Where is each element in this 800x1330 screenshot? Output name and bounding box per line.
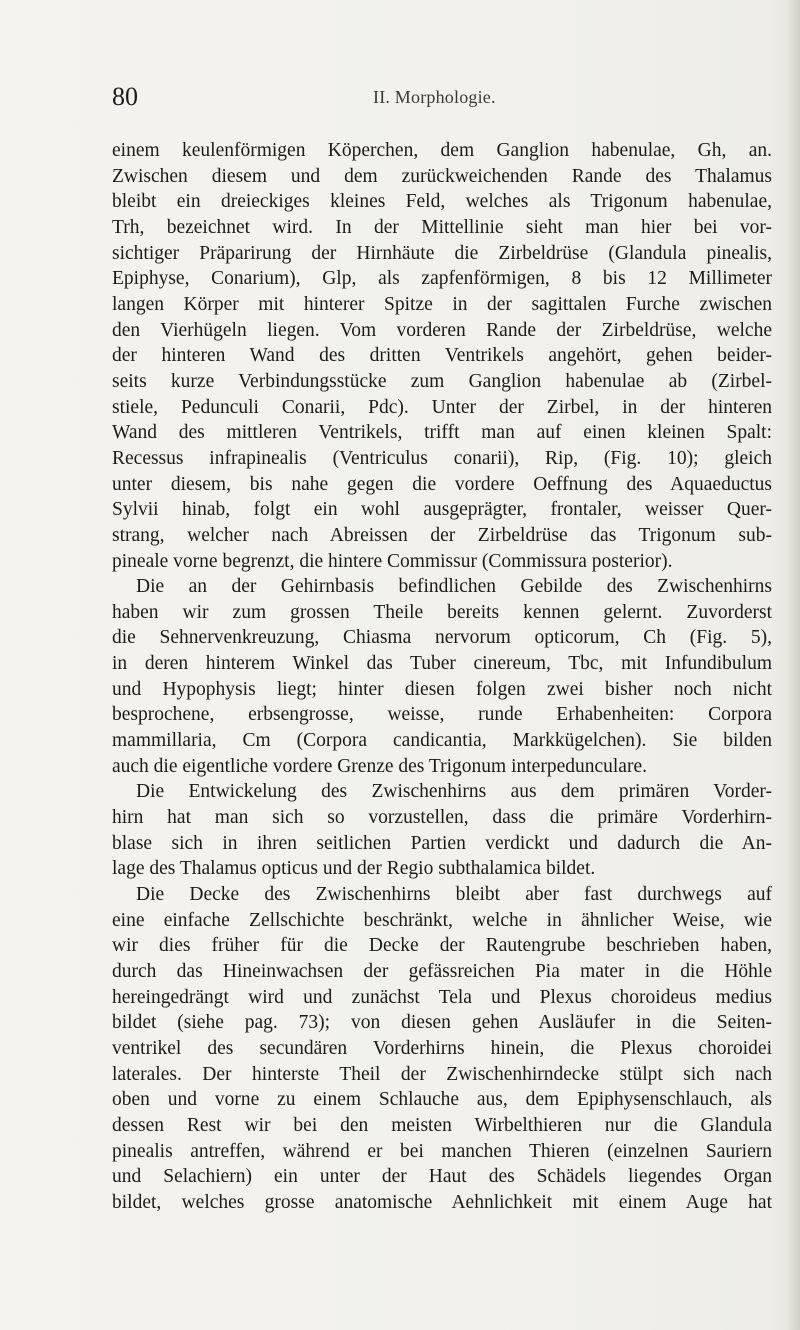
text-line: Trh, bezeichnet wird. In der Mittellinie sieht man hier bei vor- [112, 216, 772, 238]
text-line: bleibt ein dreieckiges kleines Feld, welches als Trigonum habenulae, [112, 191, 772, 213]
text-line: ventrikel des secundären Vorderhirns hinein, die Plexus choroidei [112, 1037, 772, 1059]
text-line: eine einfache Zellschichte beschränkt, welche in ähnlicher Weise, wie [112, 909, 772, 931]
text-line: Sylvii hinab, folgt ein wohl ausgeprägter, frontaler, weisser Quer- [112, 499, 772, 521]
text-line: lage des Thalamus opticus und der Regio subthalamica bildet. [112, 858, 596, 880]
body-text [112, 138, 772, 1216]
text-line: Die Decke des Zwischenhirns bleibt aber fast durchwegs auf [136, 884, 772, 906]
text-line: auch die eigentliche vordere Grenze des Trigonum interpedunculare. [112, 755, 647, 777]
running-title: II. Morphologie. [373, 87, 496, 107]
text-line: besprochene, erbsengrosse, weisse, runde Erhabenheiten: Corpora [112, 704, 772, 726]
text-line: pinealis antreffen, während er bei manchen Thieren (einzelnen Sauriern [112, 1140, 772, 1162]
text-line: mammillaria, Cm (Corpora candicantia, Markkügelchen). Sie bilden [112, 730, 772, 752]
page-edge-shadow [786, 0, 800, 1330]
text-line: wir dies früher für die Decke der Rautengrube beschrieben haben, [112, 935, 772, 957]
text-line: Recessus infrapinealis (Ventriculus conarii), Rip, (Fig. 10); gleich [112, 447, 772, 469]
text-line: Wand des mittleren Ventrikels, trifft man auf einen kleinen Spalt: [112, 422, 772, 444]
text-line: Zwischen diesem und dem zurückweichenden Rande des Thalamus [112, 165, 772, 187]
text-line: bildet, welches grosse anatomische Aehnlichkeit mit einem Auge hat [112, 1191, 772, 1213]
text-line: durch das Hineinwachsen der gefässreichen Pia mater in die Höhle [112, 961, 772, 982]
text-line: stiele, Pedunculi Conarii, Pdc). Unter der Zirbel, in der hinteren [112, 396, 772, 418]
text-line: langen Körper mit hinterer Spitze in der sagittalen Furche zwischen [112, 293, 772, 315]
text-line: bildet (siehe pag. 73); von diesen gehen Ausläufer in die Seiten- [112, 1012, 772, 1034]
text-line: hereingedrängt wird und zunächst Tela und Plexus choroideus medius [112, 986, 772, 1008]
text-line: seits kurze Verbindungsstücke zum Ganglion habenulae ab (Zirbel- [112, 370, 772, 392]
text-line: und Hypophysis liegt; hinter diesen folgen zwei bisher noch nicht [112, 678, 772, 700]
text-line: dessen Rest wir bei den meisten Wirbelthieren nur die Glandula [112, 1114, 772, 1136]
text-line: haben wir zum grossen Theile bereits kennen gelernt. Zuvorderst [112, 601, 772, 623]
text-line: laterales. Der hinterste Theil der Zwischenhirndecke stülpt sich nach [112, 1063, 772, 1085]
text-line: und Selachiern) ein unter der Haut des Schädels liegendes Organ [112, 1166, 772, 1188]
text-line: in deren hinterem Winkel das Tuber cinereum, Tbc, mit Infundibulum [112, 653, 772, 675]
text-line: blase sich in ihren seitlichen Partien verdickt und dadurch die An- [112, 832, 772, 854]
text-line: Die an der Gehirnbasis befindlichen Gebilde des Zwischenhirns [136, 576, 772, 598]
text-line: Die Entwickelung des Zwischenhirns aus dem primären Vorder- [136, 781, 772, 803]
text-line: oben und vorne zu einem Schlauche aus, dem Epiphysenschlauch, als [112, 1089, 772, 1111]
text-line: unter diesem, bis nahe gegen die vordere Oeffnung des Aquaeductus [112, 473, 772, 495]
text-line: strang, welcher nach Abreissen der Zirbeldrüse das Trigonum sub- [112, 524, 772, 546]
text-line: sichtiger Präparirung der Hirnhäute die Zirbeldrüse (Glandula pinealis, [112, 242, 772, 264]
page-header [112, 82, 772, 112]
text-line: Epiphyse, Conarium), Glp, als zapfenförmigen, 8 bis 12 Millimeter [112, 268, 772, 290]
page-number: 80 [112, 82, 138, 111]
text-line: einem keulenförmigen Köperchen, dem Ganglion habenulae, Gh, an. [112, 140, 772, 161]
text-line: pineale vorne begrenzt, die hintere Commissur (Commissura posterior). [112, 550, 673, 572]
text-line: den Vierhügeln liegen. Vom vorderen Rande der Zirbeldrüse, welche [112, 319, 772, 341]
text-line: hirn hat man sich so vorzustellen, dass die primäre Vorderhirn- [112, 807, 772, 829]
text-line: die Sehnervenkreuzung, Chiasma nervorum opticorum, Ch (Fig. 5), [112, 627, 772, 649]
text-line: der hinteren Wand des dritten Ventrikels angehört, gehen beider- [112, 345, 772, 367]
